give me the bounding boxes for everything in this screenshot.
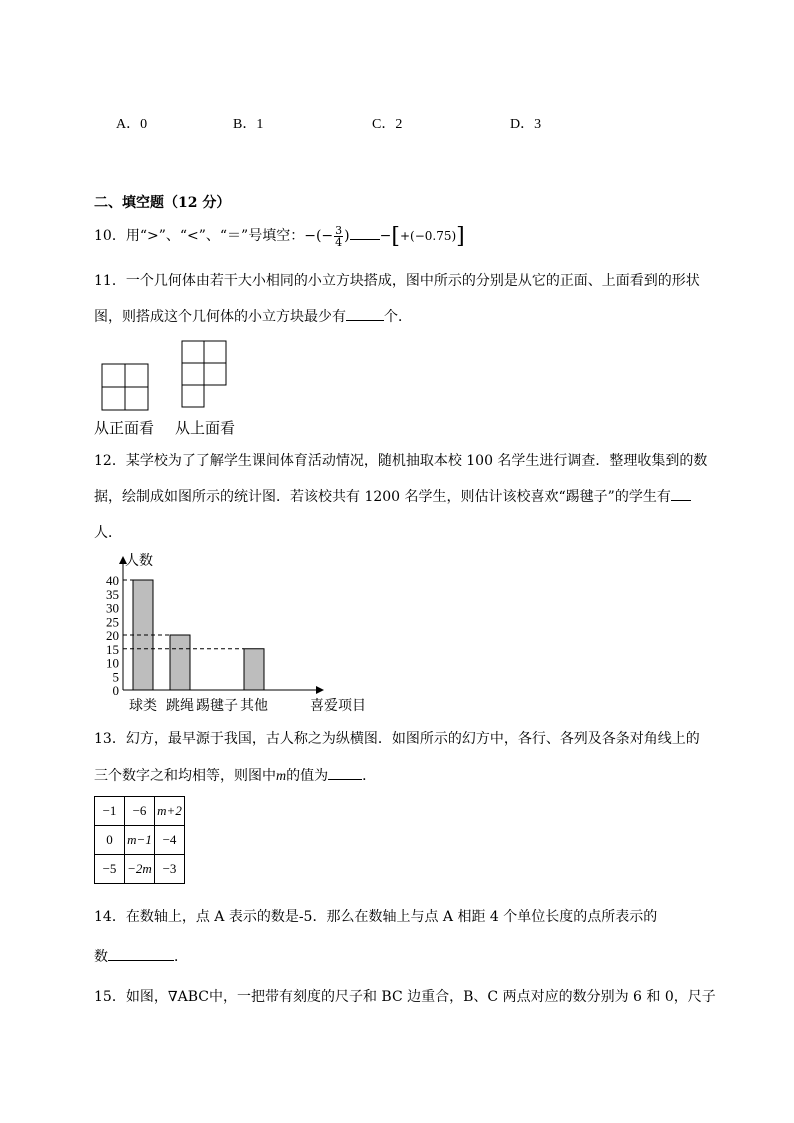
x-axis-label: 喜爱项目 bbox=[310, 698, 366, 714]
q12-line2 bbox=[94, 486, 691, 506]
q11-views-figure bbox=[96, 336, 246, 412]
magic-cell: m−1 bbox=[125, 826, 155, 855]
x-tick-label: 其他 bbox=[240, 698, 268, 714]
y-tick-label: 25 bbox=[106, 614, 119, 630]
q10-frac-den: 4 bbox=[335, 235, 343, 249]
x-tick-label: 踢毽子 bbox=[196, 698, 238, 714]
q10-bracket-right: ] bbox=[456, 224, 465, 249]
magic-cell: −6 bbox=[125, 797, 155, 826]
magic-square bbox=[94, 796, 185, 884]
q13-answer-blank[interactable] bbox=[328, 765, 362, 780]
q15-line1: 15．如图，∇ABC中，一把带有刻度的尺子和 BC 边重合，B、C 两点对应的数分别为 6 和 0，尺子 bbox=[94, 989, 716, 1005]
option-d: D．3 bbox=[510, 117, 542, 132]
q14-line2-b: ． bbox=[174, 949, 188, 965]
q13-line2-a: 三个数字之和均相等，则图中 bbox=[94, 768, 276, 784]
q11-line1: 11．一个几何体由若干大小相同的小立方块搭成，图中所示的分别是从它的正面、上面看到的形状 bbox=[94, 273, 700, 289]
q13-var-m: m bbox=[276, 769, 287, 784]
magic-cell: −3 bbox=[155, 855, 185, 884]
bar bbox=[244, 649, 264, 690]
y-axis-label: 人数 bbox=[125, 553, 153, 569]
q10-fraction bbox=[334, 225, 343, 248]
magic-cell: −5 bbox=[95, 855, 125, 884]
bar-chart bbox=[90, 550, 366, 718]
option-a: A．0 bbox=[116, 117, 148, 132]
y-tick-label: 10 bbox=[106, 655, 119, 671]
y-tick-label: 20 bbox=[106, 628, 119, 643]
q10-expr-left-b: ) bbox=[344, 228, 350, 244]
q14-line2-a: 数 bbox=[94, 949, 108, 965]
q10-bracket-left: [ bbox=[391, 224, 400, 249]
magic-cell: 0 bbox=[95, 826, 125, 855]
bar bbox=[133, 580, 153, 690]
option-b: B．1 bbox=[233, 117, 264, 132]
section-title: 二、填空题（12 分） bbox=[94, 195, 231, 211]
y-tick-label: 5 bbox=[112, 669, 119, 685]
q14-line2 bbox=[94, 946, 188, 966]
q12-answer-blank[interactable] bbox=[671, 486, 691, 501]
front-view-caption: 从正面看 bbox=[94, 419, 155, 437]
q10-expr-left-a: −(− bbox=[304, 228, 334, 244]
q10-frac-num: 3 bbox=[335, 223, 343, 237]
q12-line2-a: 据，绘制成如图所示的统计图．若该校共有 1200 名学生，则估计该校喜欢“踢毽子”的学生有 bbox=[94, 489, 671, 505]
top-view-caption: 从上面看 bbox=[175, 419, 236, 437]
q12-line1: 12．某学校为了了解学生课间体育活动情况，随机抽取本校 100 名学生进行调查．整理收集到的数 bbox=[94, 453, 708, 469]
magic-cell: −2m bbox=[125, 855, 155, 884]
q10-prefix: 10．用“>”、“<”、“＝”号填空： bbox=[94, 228, 305, 244]
magic-row bbox=[95, 855, 185, 884]
bar bbox=[170, 635, 190, 690]
option-c: C．2 bbox=[372, 117, 403, 132]
q10-answer-blank[interactable] bbox=[350, 225, 380, 240]
magic-row bbox=[95, 826, 185, 855]
q13-line2 bbox=[94, 765, 376, 785]
magic-row bbox=[95, 797, 185, 826]
y-tick-label: 35 bbox=[106, 586, 119, 602]
q13-line2-b: 的值为 bbox=[286, 768, 329, 784]
question-10 bbox=[94, 224, 465, 249]
y-tick-label: 15 bbox=[106, 641, 119, 657]
y-tick-label: 30 bbox=[106, 600, 119, 616]
q12-line3: 人． bbox=[94, 525, 122, 541]
x-tick-label: 跳绳 bbox=[166, 698, 194, 714]
magic-cell: −4 bbox=[155, 826, 185, 855]
y-tick-label: 0 bbox=[112, 683, 119, 698]
front-view-grid bbox=[102, 364, 148, 410]
q11-line2-a: 图，则搭成这个几何体的小立方块最少有 bbox=[94, 309, 346, 325]
q10-expr-right-b: +(−0.75) bbox=[399, 229, 457, 243]
top-view-grid bbox=[182, 341, 226, 407]
q11-answer-blank[interactable] bbox=[346, 306, 384, 321]
q11-line2-b: 个． bbox=[384, 309, 412, 325]
x-tick-label: 球类 bbox=[129, 698, 157, 714]
q10-expr-right-a: − bbox=[379, 228, 392, 244]
q13-line2-c: ． bbox=[362, 768, 377, 784]
q11-line2 bbox=[94, 306, 412, 326]
y-tick-label: 40 bbox=[106, 573, 119, 588]
magic-cell: −1 bbox=[95, 797, 125, 826]
q14-line1: 14．在数轴上，点 A 表示的数是-5．那么在数轴上与点 A 相距 4 个单位长度的点所表示的 bbox=[94, 909, 658, 925]
q13-line1: 13．幻方，最早源于我国，古人称之为纵横图．如图所示的幻方中，各行、各列及各条对角线上的 bbox=[94, 731, 700, 747]
magic-cell: m+2 bbox=[155, 797, 185, 826]
q14-answer-blank[interactable] bbox=[108, 946, 174, 961]
